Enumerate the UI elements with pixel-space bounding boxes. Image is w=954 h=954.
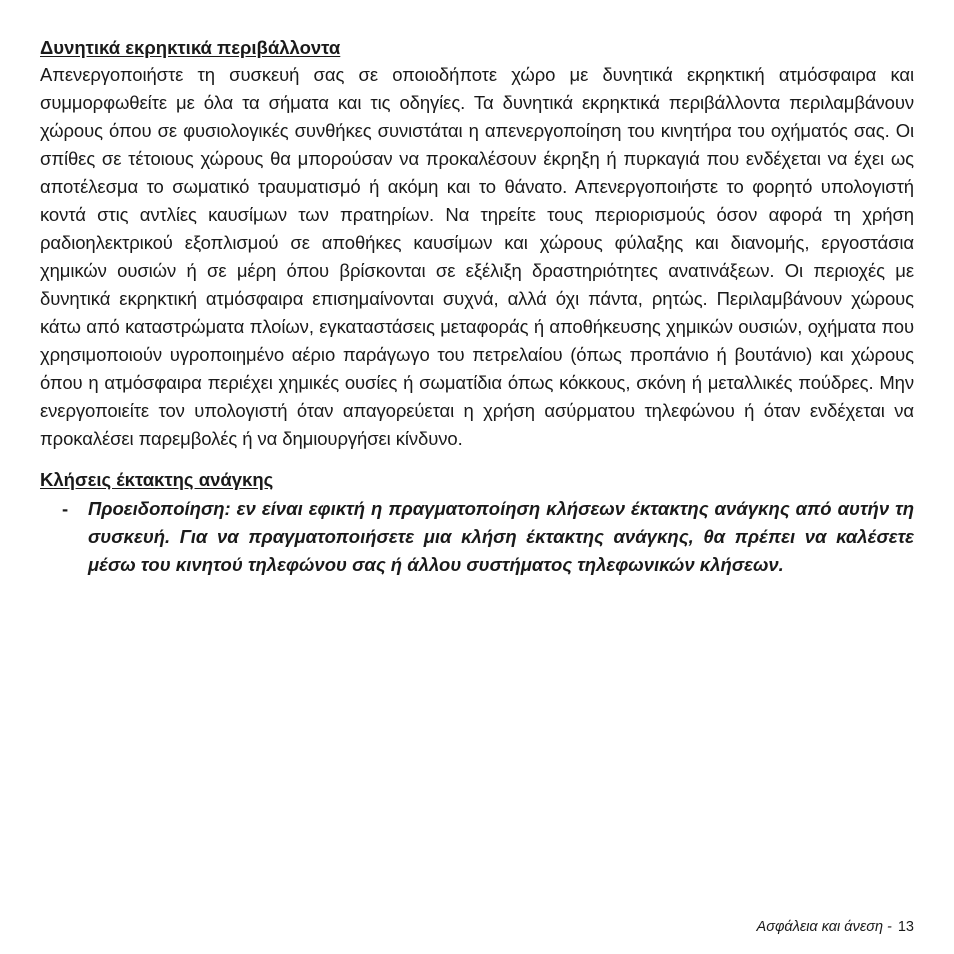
page-number: 13 [897,919,914,935]
emergency-warning-item [40,495,914,579]
emergency-warning-text: Προειδοποίηση: εν είναι εφικτή η πραγματοποίηση κλήσεων έκτακτης ανάγκης από αυτήν τη συσκευή. Για να πραγματοποιήσετε μια κλήση έκτακτης ανάγκης, θα πρέπει να καλέσετε μέσω του κινητού τηλεφώνου σας ή άλλου συστήματος τηλεφωνικών κλήσεων. [88,498,914,575]
page-footer [757,917,914,937]
explosive-environments-paragraph: Απενεργοποιήστε τη συσκευή σας σε οποιοδήποτε χώρο με δυνητικά εκρηκτική ατμόσφαιρα και συμμορφωθείτε με όλα τα σήματα και τις οδηγίες. Τα δυνητικά εκρηκτικά περιβάλλοντα περιλαμβάνουν χώρους όπου σε φυσιολογικές συνθήκες συνιστάται η απενεργοποίηση του κινητήρα του οχήματός σας. Οι σπίθες σε τέτοιους χώρους θα μπορούσαν να προκαλέσουν έκρηξη ή πυρκαγιά που ενδέχεται να έχει ως αποτέλεσμα το σωματικό τραυματισμό ή ακόμη και το θάνατο. Απενεργοποιήστε το φορητό υπολογιστή κοντά στις αντλίες καυσίμων των πρατηρίων. Να τηρείτε τους περιορισμούς όσον αφορά τη χρήση ραδιοηλεκτρικού εξοπλισμού σε αποθήκες καυσίμων και χώρους φύλαξης και διανομής, εργοστάσια χημικών ουσιών ή σε μέρη όπου βρίσκονται σε εξέλιξη δραστηριότητες ανατινάξεων. Οι περιοχές με δυνητικά εκρηκτική ατμόσφαιρα επισημαίνονται συχνά, αλλά όχι πάντα, ρητώς. Περιλαμβάνουν χώρους κάτω από καταστρώματα πλοίων, εγκαταστάσεις μεταφοράς ή αποθήκευσης χημικών ουσιών, οχήματα που χρησιμοποιούν υγροποιημένο αέριο παράγωγο του πετρελαίου (όπως προπάνιο ή βουτάνιο) και χώρους όπου η ατμόσφαιρα περιέχει χημικές ουσίες ή σωματίδια όπως κόκκους, σκόνη ή μεταλλικές πούδρες. Μην ενεργοποιείτε τον υπολογιστή όταν απαγορεύεται η χρήση ασύρματου τηλεφώνου ή όταν ενδέχεται να προκαλέσει παρεμβολές ή να δημιουργήσει κίνδυνο. [40,64,914,449]
bullet-dash: - [62,498,69,519]
section-heading-emergency-calls: Κλήσεις έκτακτης ανάγκης [40,469,274,490]
section-heading-explosive-environments: Δυνητικά εκρηκτικά περιβάλλοντα [40,37,341,58]
footer-section-title: Ασφάλεια και άνεση - [756,919,892,935]
document-content [40,34,914,579]
